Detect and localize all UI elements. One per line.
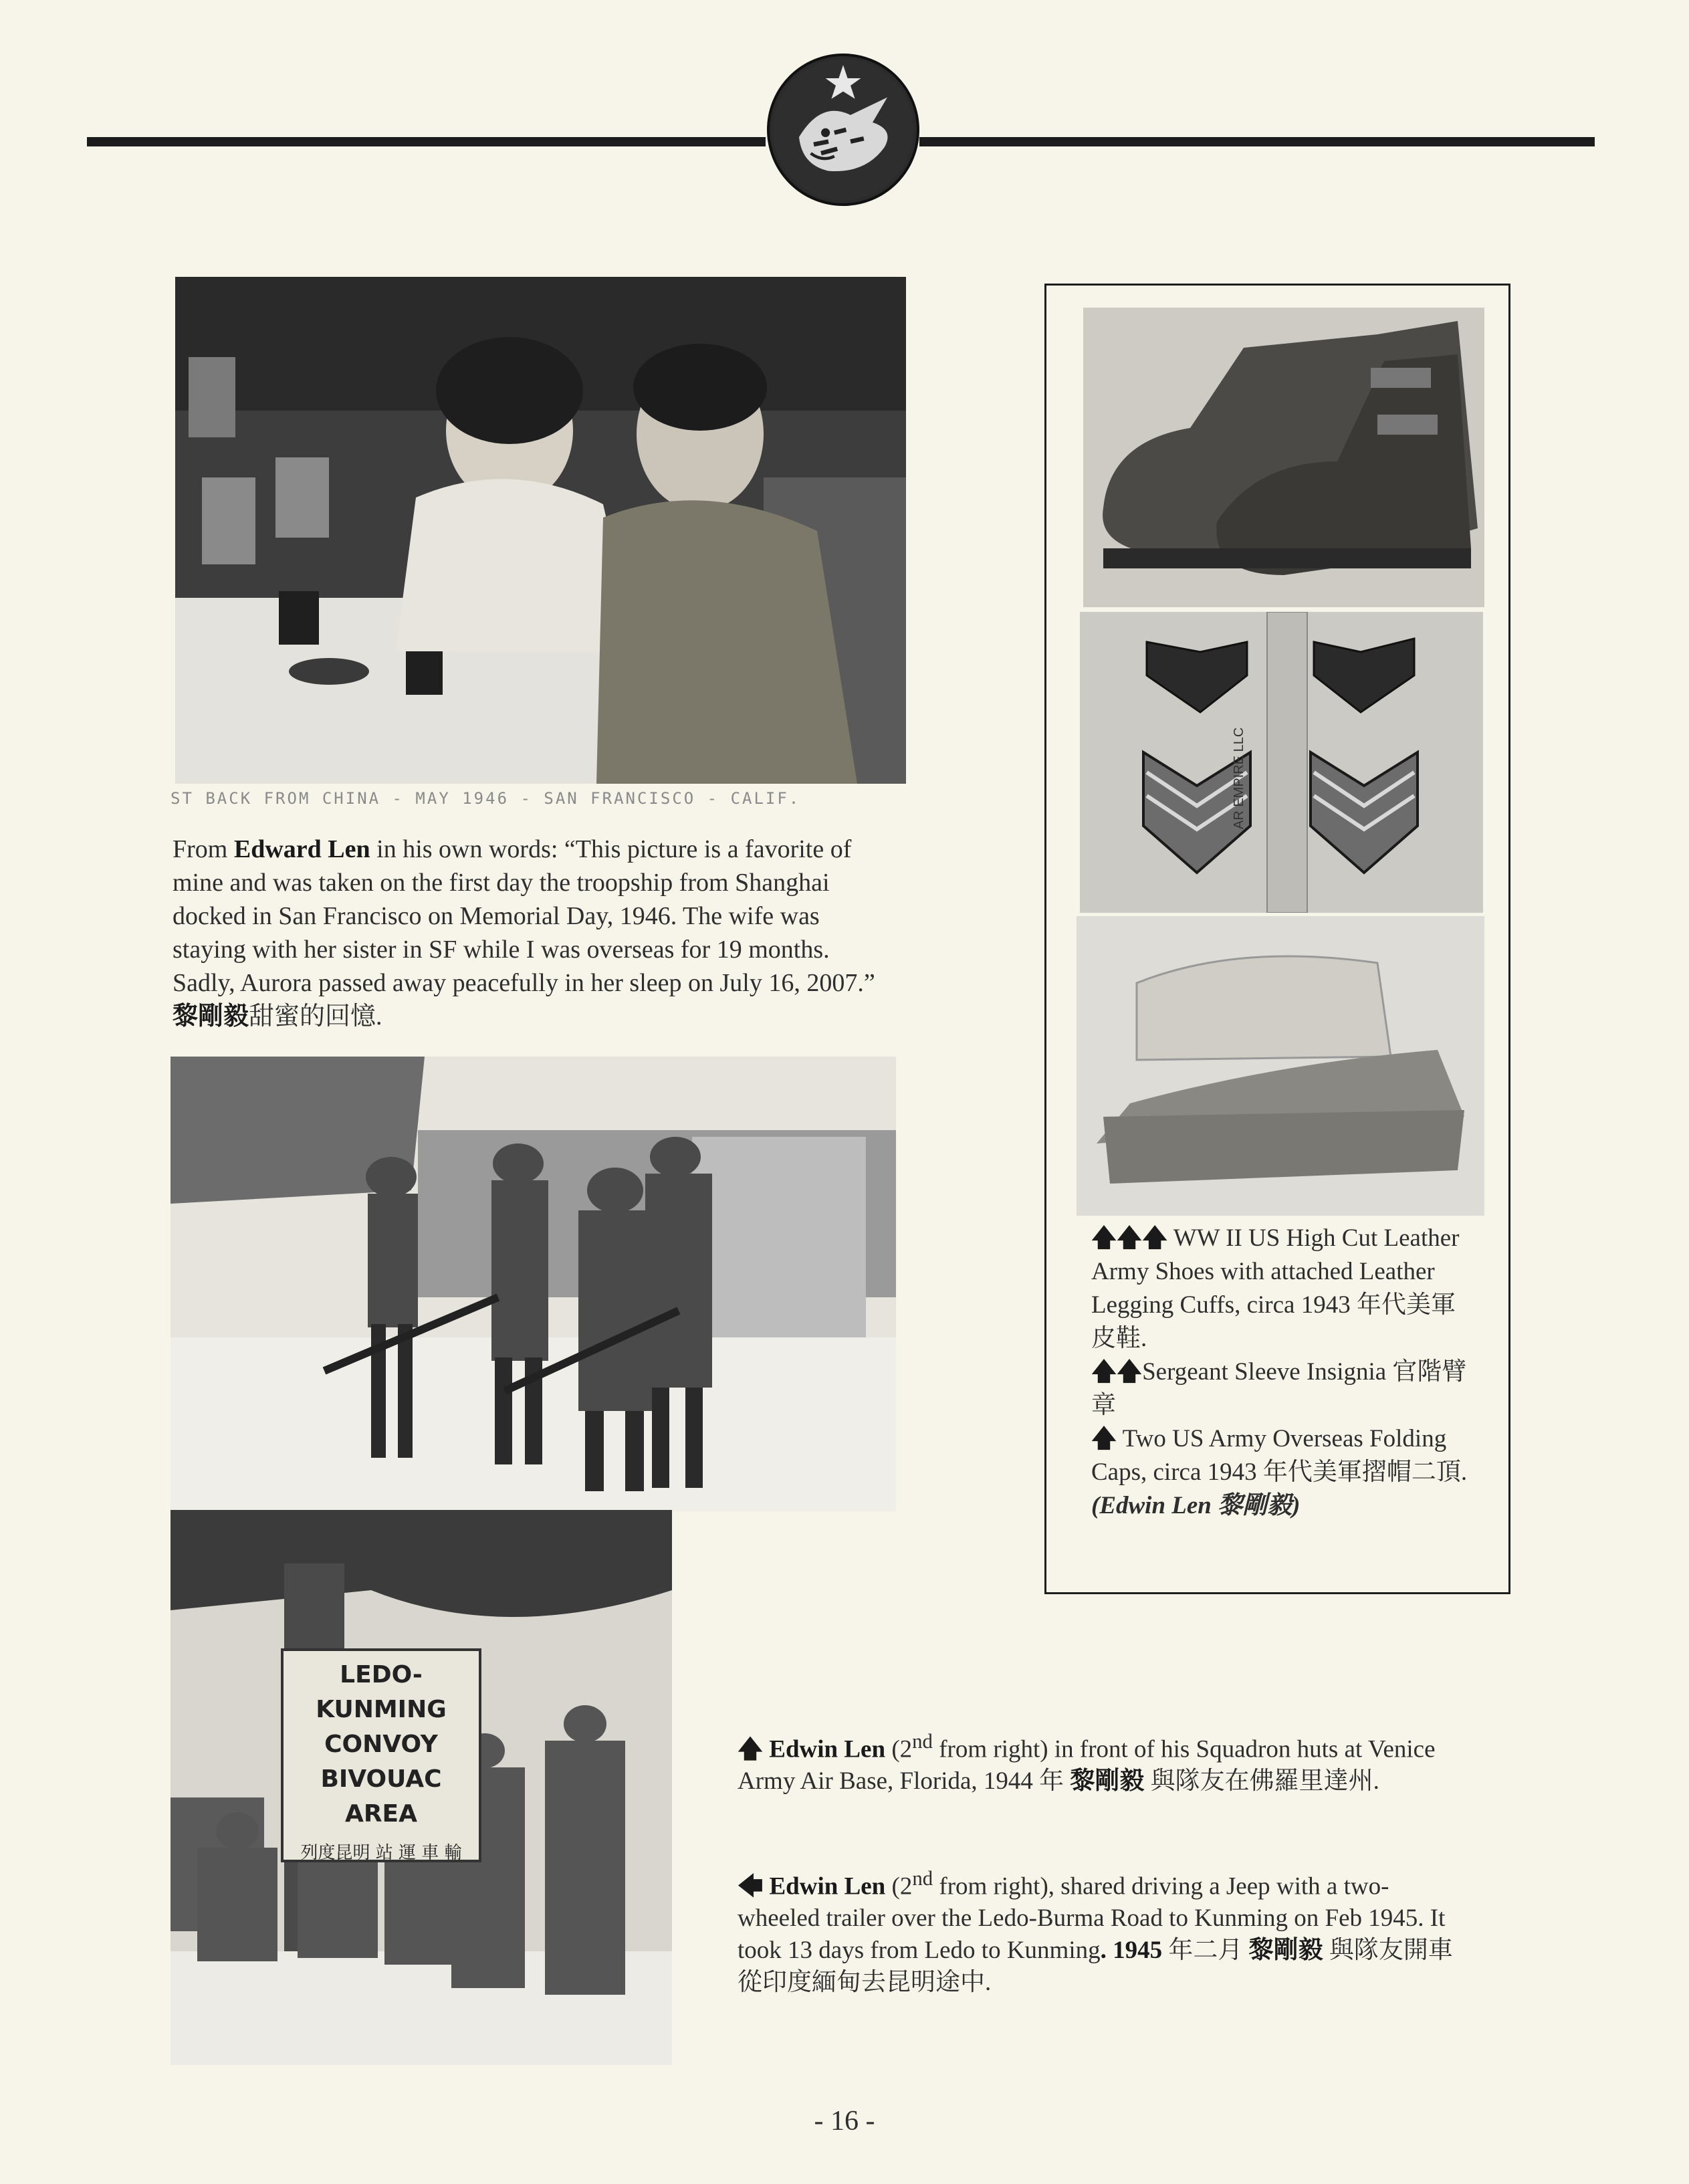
caption2-ordinal: 2 (899, 1735, 913, 1763)
caps-credit: (Edwin Len 黎剛毅) (1091, 1492, 1301, 1519)
caption3-text: from right), shared driving a Jeep with a two-wheeled trailer over the Ledo-Burma Road to Kunming on Feb 1945. It took 13 days from Ledo to Kunming (738, 1872, 1446, 1965)
items-box-caption (1091, 1222, 1472, 1523)
convoy-caption: 🡄 Edwin Len (2nd from right), shared driving a Jeep with a two-wheeled trailer over the Ledo-Burma Road to Kunming on Feb 1945. It took 13 days from Ledo to Kunming. 1945 年二月 黎剛毅 與隊友開車從印度緬甸去昆明途中. (738, 1867, 1453, 1997)
caption3-ordinal: 2 (899, 1872, 913, 1900)
caption3-year: . 1945 (1100, 1937, 1163, 1965)
ruler-label: AR EMPIRE LLC (1232, 727, 1246, 829)
photo-handwritten-caption: ST BACK FROM CHINA - MAY 1946 - SAN FRANCISCO - CALIF. (171, 789, 801, 808)
caption2-chinese-name: 黎剛毅 (1070, 1767, 1145, 1795)
caption2-chinese-text: 與隊友在佛羅里達州. (1144, 1767, 1379, 1795)
up-arrow-icon: 🡅 (738, 1735, 764, 1763)
squadron-huts-caption: 🡅 Edwin Len (2nd from right) in front of his Squadron huts at Venice Army Air Base, Florida, 1944 年 黎剛毅 與隊友在佛羅里達州. (738, 1730, 1436, 1795)
flying-tiger-emblem-icon (767, 53, 919, 206)
caption3-chinese-name: 黎剛毅 (1248, 1937, 1323, 1965)
up-arrow-icon: 🡅🡅 (1091, 1358, 1143, 1386)
sign-line-3: BIVOUAC AREA (320, 1765, 442, 1828)
caption3-chinese-month: 年二月 (1162, 1937, 1249, 1965)
caption3-chinese-text: 與隊友開車從印度緬甸去昆明途中. (738, 1937, 1453, 1997)
sign-line-2: CONVOY (324, 1731, 438, 1758)
caption2-ordinal-suffix: nd (912, 1730, 933, 1753)
sergeant-insignia-photo (1080, 612, 1483, 913)
header-rule-left (87, 137, 766, 146)
squadron-huts-photo (171, 1057, 896, 1511)
caps-caption-text: Two US Army Overseas Folding Caps, circa 1943 年代美軍摺帽二頂. (1091, 1425, 1468, 1486)
caption3-name: Edwin Len (769, 1872, 886, 1900)
caption2-name: Edwin Len (769, 1735, 886, 1763)
sign-chinese: 列度昆明 站 運 車 輸 (300, 1843, 462, 1863)
caption-chinese-text: 甜蜜的回憶. (249, 1002, 382, 1030)
caption-quote: in his own words: “This picture is a favorite of mine and was taken on the first day the troopship from Shanghai docked in San Francisco on Memorial Day, 1946. The wife was staying with her sister in SF while I was overseas for 19 months. Sadly, Aurora passed away peacefully in her sleep on July 16, 2007.” (173, 835, 875, 997)
insignia-caption (1091, 1355, 1472, 1422)
insignia-caption-text: Sergeant Sleeve Insignia 官階臂章 (1091, 1358, 1467, 1419)
caps-caption (1091, 1422, 1472, 1523)
caption2-text: from right) in front of his Squadron huts at Venice Army Air Base, Florida, 1944 年 (738, 1735, 1436, 1795)
couple-photo-caption (173, 833, 895, 1033)
army-shoes-photo (1083, 308, 1484, 607)
folding-caps-photo (1077, 916, 1484, 1216)
left-arrow-icon: 🡄 (738, 1872, 764, 1900)
shoes-caption-text: WW II US High Cut Leather Army Shoes with attached Leather Legging Cuffs, circa 1943 年代美軍皮鞋. (1091, 1224, 1460, 1352)
convoy-sign (281, 1648, 481, 1862)
sign-line-1: LEDO-KUNMING (316, 1661, 447, 1723)
caption-chinese-name: 黎剛毅 (173, 1002, 249, 1030)
up-arrow-icon: 🡅🡅🡅 (1091, 1224, 1168, 1252)
caption3-ordinal-suffix: nd (912, 1867, 933, 1890)
up-arrow-icon: 🡅 (1091, 1425, 1117, 1452)
caption-person-name: Edward Len (233, 835, 370, 863)
couple-photo (175, 277, 906, 784)
header-rule-right (919, 137, 1595, 146)
shoes-caption (1091, 1222, 1472, 1355)
caption-prefix: From (173, 835, 234, 863)
page-number: - 16 - (814, 2106, 875, 2137)
